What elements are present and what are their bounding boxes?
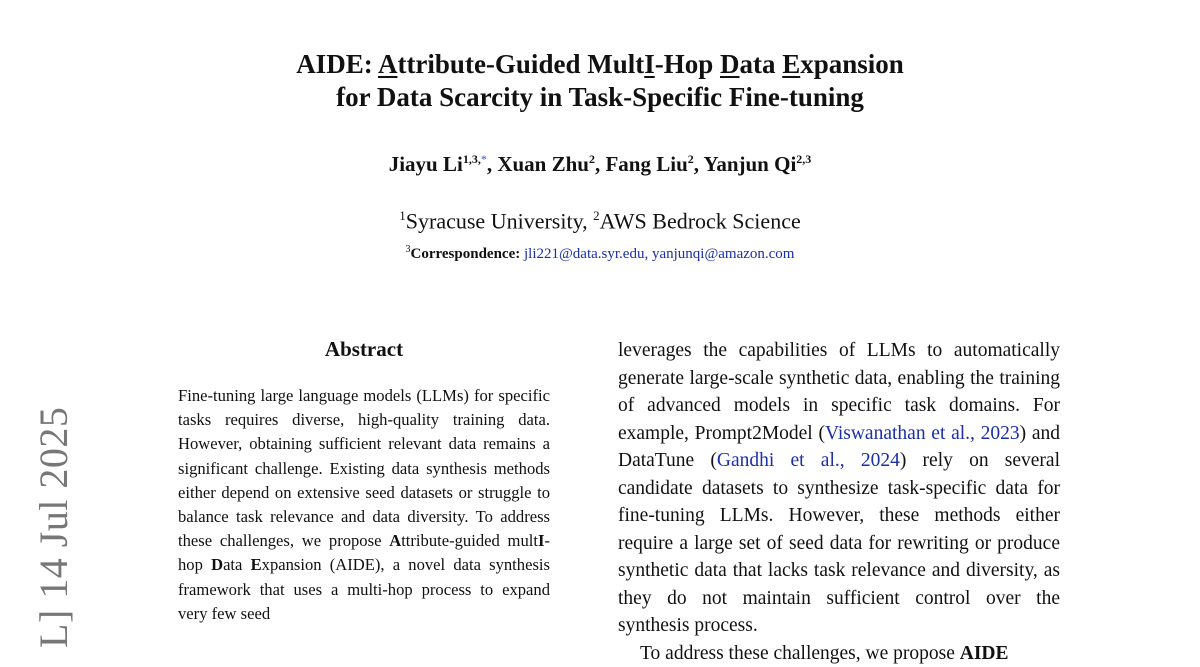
citation-link[interactable]: Viswanathan et al., 2023 [825,423,1020,444]
author-affiliation-marker: 1,3,* [463,152,487,166]
arxiv-side-identifier: L] 14 Jul 2025 [30,407,78,648]
corresponding-author-star[interactable]: * [481,152,487,166]
correspondence-line: $^3$Correspondence: jli221@data.syr.edu, yanjunqi@amazon.com [0,244,1200,263]
author-name: Yanjun Qi [703,152,796,176]
author-name: Jiayu Li [389,152,463,176]
abstract-heading: Abstract [178,337,550,362]
author-list: Jiayu $Li^{1,3,*}$, Xuan Zhu$^2$, Fang Liu$^2$, Yanjun Qi$^{2,3}$ [0,152,1200,177]
author-name: Fang Liu [605,152,687,176]
title-line-2: for Data Scarcity in Task-Specific Fine-tuning [0,81,1200,114]
author-name: Xuan Zhu [497,152,589,176]
abstract-body: Fine-tuning large language models (LLMs) for specific tasks requires diverse, high-quality training data. However, obtaining sufficient relevant data remains a significant challenge. Existing data synthesis methods either depend on extensive seed datasets or struggle to balance task relevance and data diversity. To address these challenges, we propose Attribute-guided multI-hop Data Expansion (AIDE), a novel data synthesis framework that uses a multi-hop process to expand very few seed [178,384,550,626]
title-line-1: AIDE: Attribute-Guided MultI-Hop Data Expansion [0,48,1200,81]
intro-column [618,337,1060,667]
author-affiliation-marker: 2 [688,152,694,166]
correspondence-emails[interactable]: jli221@data.syr.edu, yanjunqi@amazon.com [524,246,794,262]
author-affiliation-marker: 2 [589,152,595,166]
affiliation-syracuse: Syracuse University, [406,208,593,233]
paper-title [0,48,1200,114]
citation-link[interactable]: Gandhi et al., 2024 [717,450,900,471]
affiliations: $^1$Syracuse University, $^2$AWS Bedrock Science [0,208,1200,234]
correspondence-label: Correspondence: [411,246,521,262]
intro-paragraph-next: To address these challenges, we propose AIDE [618,640,1060,667]
intro-paragraph: leverages the capabilities of LLMs to automatically generate large-scale synthetic data, enabling the training of advanced models in specific task domains. For example, Prompt2Model (Viswanathan et al., 2023) and DataTune (Gandhi et al., 2024) rely on several candidate datasets to synthesize task-specific data for fine-tuning LLMs. However, these methods either require a large set of seed data for rewriting or produce synthetic data that lacks task relevance and diversity, as they do not maintain sufficient control over the synthesis process. [618,337,1060,640]
author-affiliation-marker: 2,3 [796,152,811,166]
affiliation-aws: AWS Bedrock Science [600,208,801,233]
